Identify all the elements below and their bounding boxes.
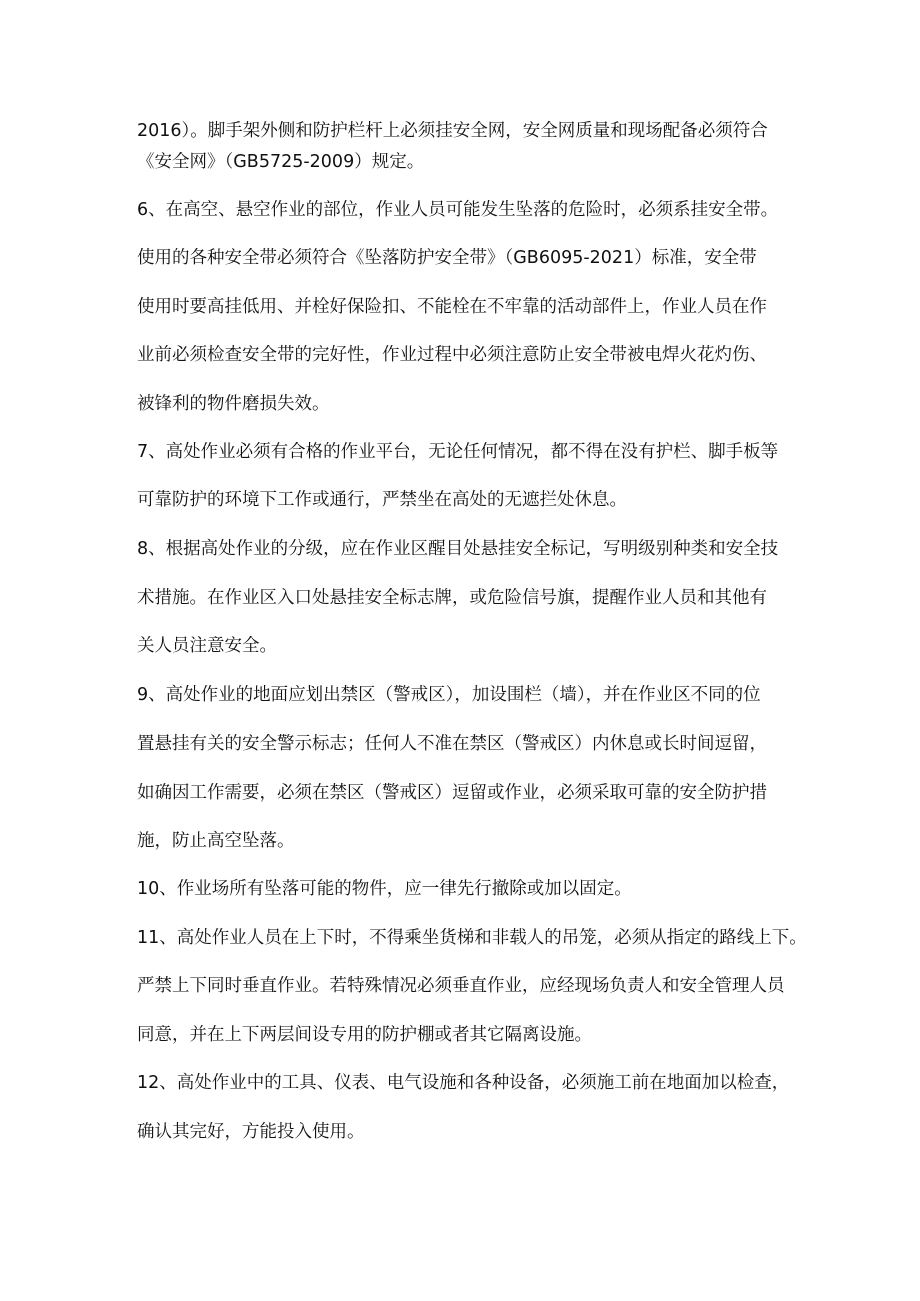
text-line: 2016）。脚手架外侧和防护栏杆上必须挂安全网，安全网质量和现场配备必须符合: [137, 121, 768, 141]
text-line: 9、高处作业的地面应划出禁区（警戒区），加设围栏（墙），并在作业区不同的位: [137, 685, 761, 705]
text-line: 12、高处作业中的工具、仪表、电气设施和各种设备，必须施工前在地面加以检查，: [137, 1073, 790, 1093]
text-line: 10、作业场所有坠落可能的物件，应一律先行撤除或加以固定。: [137, 879, 632, 899]
text-line: 术措施。在作业区入口处悬挂安全标志牌，或危险信号旗，提醒作业人员和其他有: [137, 588, 767, 608]
text-line: 11、高处作业人员在上下时，不得乘坐货梯和非载人的吊笼，必须从指定的路线上下。: [137, 928, 807, 948]
text-line: 同意，并在上下两层间设专用的防护棚或者其它隔离设施。: [137, 1025, 592, 1045]
text-line: 置悬挂有关的安全警示标志；任何人不准在禁区（警戒区）内休息或长时间逗留，: [137, 734, 767, 754]
text-line: 关人员注意安全。: [137, 636, 277, 656]
text-line: 7、高处作业必须有合格的作业平台，无论任何情况，都不得在没有护栏、脚手板等: [137, 442, 779, 462]
text-line: 严禁上下同时垂直作业。若特殊情况必须垂直作业，应经现场负责人和安全管理人员: [137, 976, 785, 996]
text-line: 《安全网》（GB5725-2009）规定。: [137, 152, 425, 172]
text-line: 施，防止高空坠落。: [137, 831, 295, 851]
text-line: 使用时要高挂低用、并栓好保险扣、不能栓在不牢靠的活动部件上，作业人员在作: [137, 297, 767, 317]
text-line: 使用的各种安全带必须符合《坠落防护安全带》（GB6095-2021）标准，安全带: [137, 248, 757, 268]
text-line: 业前必须检查安全带的完好性，作业过程中必须注意防止安全带被电焊火花灼伤、: [137, 345, 767, 365]
text-line: 如确因工作需要，必须在禁区（警戒区）逗留或作业，必须采取可靠的安全防护措: [137, 783, 767, 803]
text-line: 确认其完好，方能投入使用。: [137, 1122, 365, 1142]
text-line: 8、根据高处作业的分级，应在作业区醒目处悬挂安全标记，写明级别种类和安全技: [137, 539, 779, 559]
text-line: 被锋利的物件磨损失效。: [137, 394, 330, 414]
text-line: 6、在高空、悬空作业的部位，作业人员可能发生坠落的危险时，必须系挂安全带。: [137, 200, 779, 220]
text-line: 可靠防护的环境下工作或通行，严禁坐在高处的无遮拦处休息。: [137, 490, 627, 510]
